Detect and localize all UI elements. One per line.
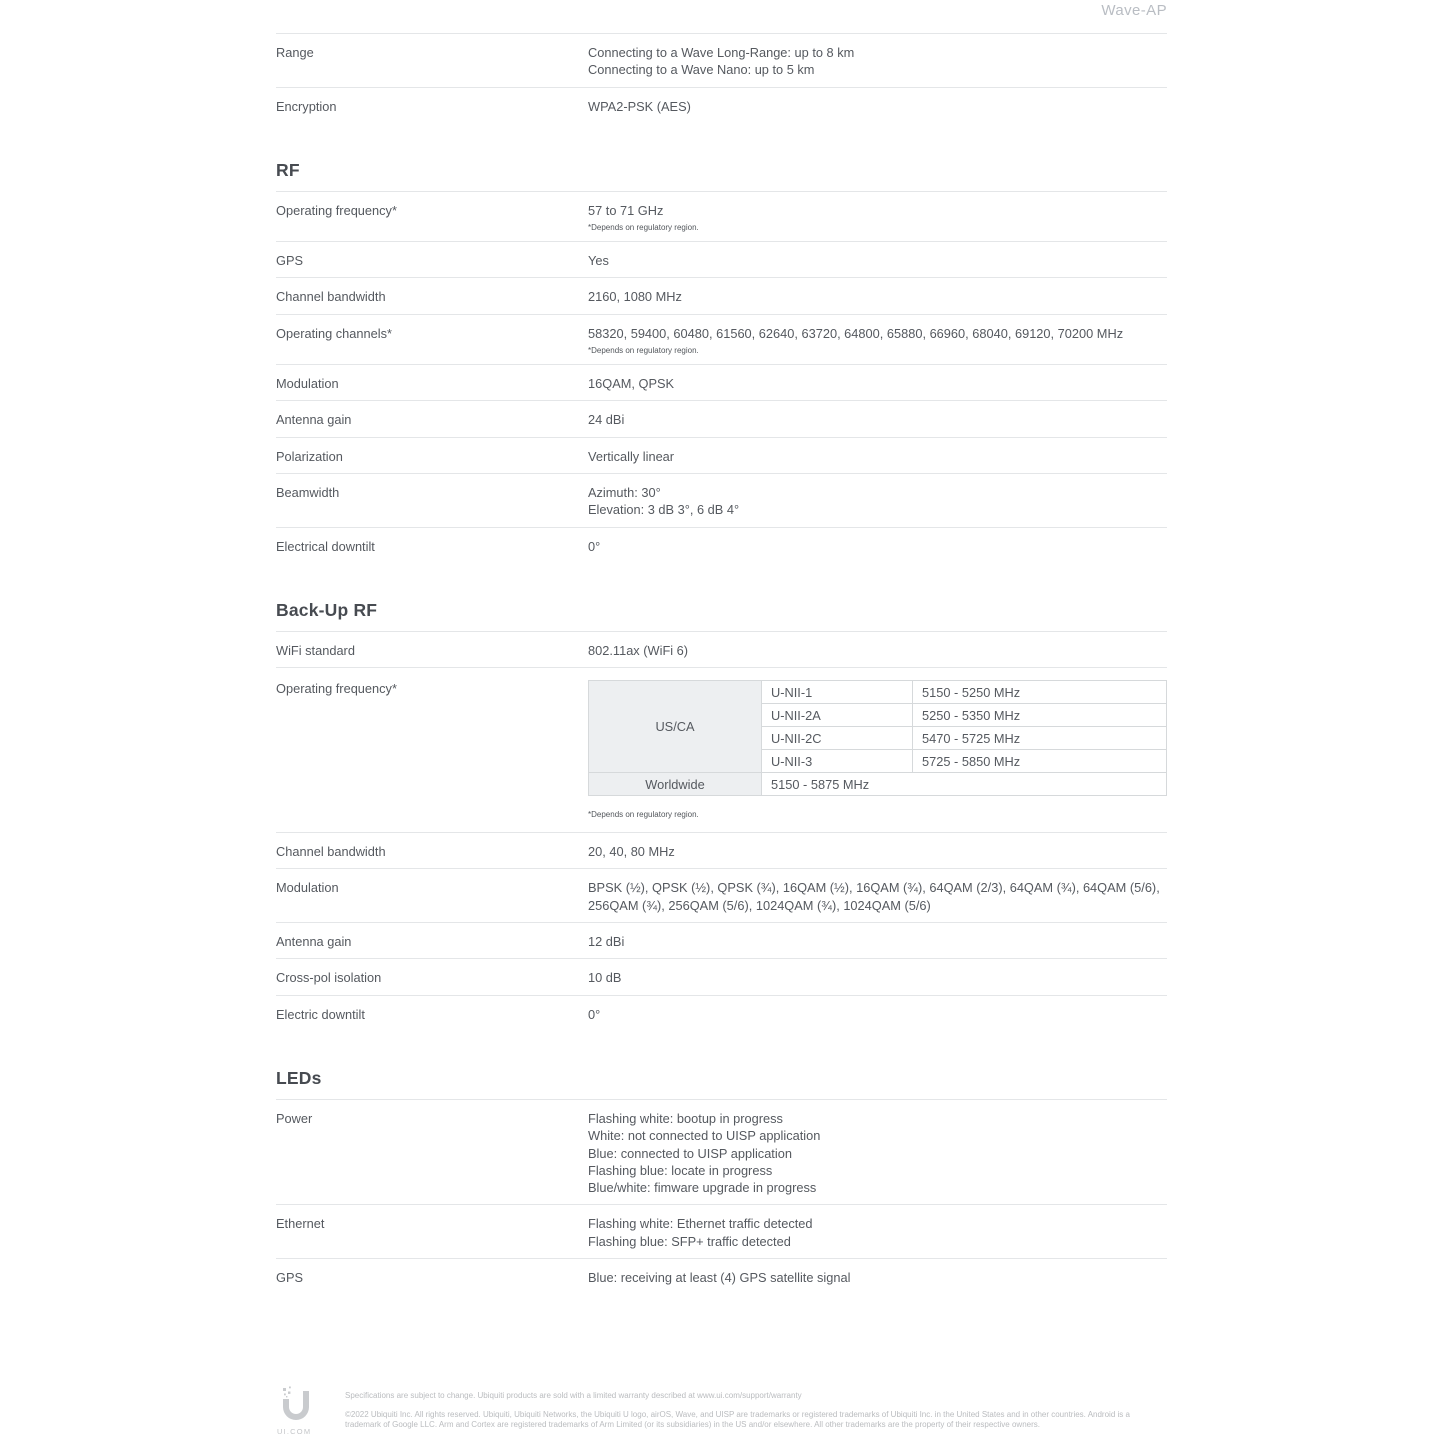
footer-copyright: ©2022 Ubiquiti Inc. All rights reserved. Ubiquiti, Ubiquiti Networks, the Ubiquiti U logo, airOS, Wave, and UISP are trademarks or registered trademarks of Ubiquiti Inc. in the United States and in other countries. Android is a trademark of Google LLC. Arm and Cortex are registered trademarks of Arm Limited (or its subsidiaries) in the US and/or elsewhere. All other trademarks are the property of their respective owners. [345,1410,1130,1429]
spec-label: Antenna gain [276,412,352,428]
spec-value-line: Blue: receiving at least (4) GPS satellite signal [588,1270,851,1286]
spec-value [588,932,1167,950]
spec-label: Cross-pol isolation [276,970,382,986]
spec-label: Beamwidth [276,484,340,500]
section-heading: Back-Up RF [276,599,378,620]
spec-label: Power [276,1110,313,1126]
region-cell-worldwide: Worldwide [589,773,762,796]
section-heading: RF [276,159,300,180]
spec-value-line: WPA2-PSK (AES) [588,98,691,114]
spec-row [276,1204,1167,1258]
section-rows [276,33,1167,123]
spec-value-line: White: not connected to UISP application [588,1128,821,1144]
ubiquiti-u-icon [276,1385,316,1425]
spec-label: Channel bandwidth [276,844,386,860]
spec-row [276,667,1167,832]
frequency-table [588,680,1167,796]
spec-value [588,641,1167,659]
spec-label: GPS [276,1270,304,1286]
spec-label: Ethernet [276,1216,325,1232]
spec-value-line: 58320, 59400, 60480, 61560, 62640, 63720, 64800, 65880, 66960, 68040, 69120, 70200 MHz [588,325,1124,341]
spec-value [588,878,1167,914]
section-backup-rf [276,599,1167,1031]
regulatory-footnote: *Depends on regulatory region. [588,346,699,356]
spec-value [588,1214,1167,1250]
spec-value-line: 24 dBi [588,412,625,428]
spec-row [276,277,1167,313]
spec-label: GPS [276,253,304,269]
spec-value-line: Yes [588,253,609,269]
spec-row [276,437,1167,473]
spec-value [588,410,1167,428]
spec-value-line: Vertically linear [588,448,675,464]
spec-value-line: Flashing white: bootup in progress [588,1110,783,1126]
spec-row [276,868,1167,922]
range-cell-worldwide: 5150 - 5875 MHz [762,773,1167,796]
spec-row [276,922,1167,958]
spec-value-line: 16QAM, QPSK [588,376,675,392]
frequency-table-body [589,681,1167,796]
spec-row [276,1099,1167,1204]
section-rows [276,1099,1167,1294]
section-heading: LEDs [276,1067,322,1088]
spec-label: Operating channels* [276,325,392,341]
spec-value [588,679,1167,820]
spec-label: Range [276,45,314,60]
spec-value-line: Flashing blue: locate in progress [588,1162,773,1178]
spec-row [276,191,1167,241]
section-rows [276,191,1167,563]
spec-value-line: 0° [588,538,601,554]
frequency-table-row [589,773,1167,796]
spec-label: WiFi standard [276,642,355,658]
range-cell: 5725 - 5850 MHz [913,750,1167,773]
spec-label: Modulation [276,376,339,392]
spec-label: Operating frequency* [276,681,397,697]
region-cell-usca: US/CA [589,681,762,773]
spec-row [276,87,1167,123]
spec-value-line: Blue: connected to UISP application [588,1145,792,1161]
spec-value [588,1005,1167,1023]
spec-value [588,842,1167,860]
spec-value [588,97,1167,115]
band-cell: U-NII-2C [762,727,913,750]
page-title: Wave-AP [1101,2,1167,19]
spec-row [276,1258,1167,1294]
spec-value-line: 0° [588,1006,601,1022]
spec-value-line: Blue/white: fimware upgrade in progress [588,1180,817,1196]
spec-value-line: Azimuth: 30° [588,484,661,500]
spec-label: Electrical downtilt [276,538,375,554]
spec-value [588,447,1167,465]
spec-value-line: Connecting to a Wave Long-Range: up to 8 km [588,45,855,60]
spec-row [276,958,1167,994]
spec-row [276,473,1167,527]
spec-value [588,251,1167,269]
spec-row [276,364,1167,400]
footer-legal [345,1385,1167,1430]
spec-value-line: 2160, 1080 MHz [588,289,682,305]
section-rows [276,631,1167,1031]
spec-sections [276,33,1167,1294]
spec-value [588,374,1167,392]
page-footer [276,1385,1167,1436]
spec-value-line: Connecting to a Wave Nano: up to 5 km [588,62,815,78]
band-cell: U-NII-1 [762,681,913,704]
spec-value-line: 20, 40, 80 MHz [588,844,675,860]
spec-label: Operating frequency* [276,202,397,218]
regulatory-footnote: *Depends on regulatory region. [588,810,699,820]
spec-row [276,832,1167,868]
frequency-table-row [589,681,1167,704]
spec-value-line: 802.11ax (WiFi 6) [588,642,689,658]
range-cell: 5250 - 5350 MHz [913,704,1167,727]
spec-label: Antenna gain [276,934,352,950]
spec-label: Polarization [276,448,343,464]
spec-value [588,201,1167,233]
range-cell: 5150 - 5250 MHz [913,681,1167,704]
spec-row [276,241,1167,277]
regulatory-footnote: *Depends on regulatory region. [588,223,699,233]
spec-value-line: BPSK (½), QPSK (½), QPSK (¾), 16QAM (½), 16QAM (¾), 64QAM (2/3), 64QAM (¾), 64QAM (5/6), 256QAM (¾), 256QAM (5/6), 1024QAM (¾), 1024QAM (5/6) [588,880,1160,913]
spec-value [588,43,1167,79]
section-rf [276,159,1167,563]
spec-row [276,527,1167,563]
spec-value-line: Elevation: 3 dB 3°, 6 dB 4° [588,502,740,518]
footer-warranty-line: Specifications are subject to change. Ubiquiti products are sold with a limited warranty described at www.ui.com/support/warranty [345,1391,802,1400]
spec-value [588,483,1167,519]
spec-row [276,33,1167,87]
spec-value-line: 10 dB [588,970,622,986]
spec-page [276,0,1167,1294]
spec-row [276,631,1167,667]
band-cell: U-NII-2A [762,704,913,727]
range-cell: 5470 - 5725 MHz [913,727,1167,750]
spec-value-line: 57 to 71 GHz [588,202,664,218]
spec-value [588,968,1167,986]
spec-value-line: Flashing white: Ethernet traffic detected [588,1216,813,1232]
logo-caption: UI.COM [277,1427,312,1436]
spec-row [276,314,1167,364]
ubiquiti-logo [276,1385,345,1436]
document-header [276,0,1167,33]
spec-value [588,1109,1167,1196]
band-cell: U-NII-3 [762,750,913,773]
spec-value [588,324,1167,356]
spec-label: Modulation [276,880,339,896]
spec-row [276,400,1167,436]
section-general [276,33,1167,123]
spec-value [588,287,1167,305]
spec-label: Channel bandwidth [276,289,386,305]
spec-row [276,995,1167,1031]
section-leds [276,1067,1167,1294]
spec-label: Electric downtilt [276,1006,365,1022]
spec-value-line: Flashing blue: SFP+ traffic detected [588,1233,791,1249]
spec-value [588,537,1167,555]
spec-value [588,1268,1167,1286]
spec-label: Encryption [276,98,337,114]
spec-value-line: 12 dBi [588,934,625,950]
